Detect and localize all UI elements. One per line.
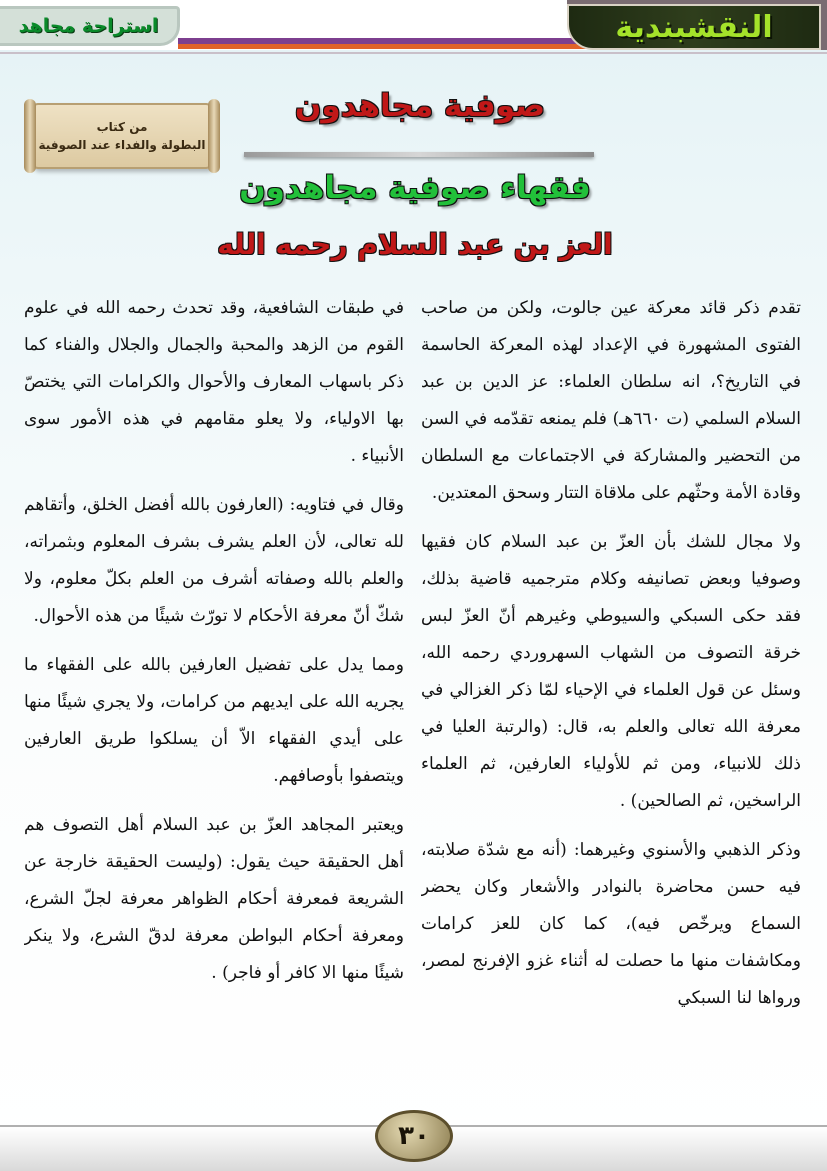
page-header bbox=[0, 0, 827, 56]
logo-panel bbox=[567, 4, 821, 50]
magazine-logo bbox=[567, 0, 827, 50]
paragraph: ويعتبر المجاهد العزّ بن عبد السلام أهل التصوف هم أهل الحقيقة حيث يقول: (وليست الحقيقة خارجة عن الشريعة فمعرفة أحكام الظواهر معرفة لجلّ الشرع، ومعرفة أحكام البواطن معرفة لدقّ الشرع، ولا ينكر شيئًا منها الا كافر أو فاجر) . bbox=[24, 815, 404, 983]
header-stripe-line bbox=[0, 52, 827, 54]
title-divider bbox=[244, 152, 594, 157]
article-person-name: العز بن عبد السلام رحمه الله bbox=[217, 228, 613, 261]
paragraph: ولا مجال للشك بأن العزّ بن عبد السلام كان فقيها وصوفيا وبعض تصانيفه وكلام مترجميه قاضية بذلك، فقد حكى السبكي والسيوطي وغيرهم أنّ العزّ لبس خرقة التصوف من الشهاب السهروردي رحمه الله، وسئل عن قول العلماء في الإحياء لمّا ذكر الغزالي في معرفة الله تعالى والعلم به، قال: (والرتبة العليا في ذلك للانبياء، ومن ثم للأولياء العارفين، ثم العلماء الراسخين، ثم الصالحين) . bbox=[421, 532, 801, 811]
text-column-right bbox=[421, 290, 801, 1110]
page-title: صوفية مجاهدون bbox=[294, 88, 546, 124]
section-tag bbox=[0, 6, 180, 46]
source-book-scroll bbox=[32, 103, 212, 169]
text-column-left bbox=[24, 290, 404, 1110]
paragraph: وذكر الذهبي والأسنوي وغيرهما: (أنه مع شدّة صلابته، فيه حسن محاضرة بالنوادر والأشعار وكان يحضر السماع ويرخّص فيه)، كما كان للعز كرامات ومكاشفات منها ما حصلت له أثناء غزو الإفرنج لمصر، ورواها لنا السبكي bbox=[421, 840, 801, 1008]
article-subtitle: فقهاء صوفية مجاهدون bbox=[239, 170, 591, 206]
paragraph: ومما يدل على تفضيل العارفين بالله على الفقهاء ما يجريه الله على ايديهم من كرامات، ولا يجري شيئًا منها على أيدي الفقهاء الاّ أن يسلكوا طريق العارفين ويتصفوا بأوصافهم. bbox=[24, 655, 404, 786]
source-book-title: البطولة والفداء عند الصوفية bbox=[38, 138, 206, 152]
paragraph: في طبقات الشافعية، وقد تحدث رحمه الله في علوم القوم من الزهد والمحبة والجمال والجلال والفناء كما ذكر باسهاب المعارف والأحوال والكرامات التي يختصّ بها الاولياء، ولا يعلو مقامهم في هذه الأمور سوى الأنبياء . bbox=[24, 298, 404, 466]
logo-text: النقشبندية bbox=[615, 9, 773, 45]
source-label: من كتاب bbox=[96, 120, 148, 134]
paragraph: وقال في فتاويه: (العارفون بالله أفضل الخلق، وأتقاهم لله تعالى، لأن العلم يشرف بشرف المعلوم وبثمراته، والعلم بالله وصفاته أشرف من العلم بكلّ معلوم، ولا شكّ أنّ معرفة الأحكام لا تورّث شيئًا من هذه الأحوال. bbox=[24, 495, 404, 626]
page-number: ٣٠ bbox=[375, 1110, 453, 1162]
paragraph: تقدم ذكر قائد معركة عين جالوت، ولكن من صاحب الفتوى المشهورة في الإعداد لهذه المعركة الحاسمة في التاريخ؟، انه سلطان العلماء: عز الدين بن عبد السلام السلمي (ت ٦٦٠هـ) فلم يمنعه تقدّمه في السن من التحضير والمشاركة في الاجتماعات مع السلطان وقادة الأمة وحثّهم على ملاقاة التتار وسحق المعتدين. bbox=[421, 298, 801, 503]
section-tag-label: استراحة مجاهد bbox=[18, 15, 159, 37]
